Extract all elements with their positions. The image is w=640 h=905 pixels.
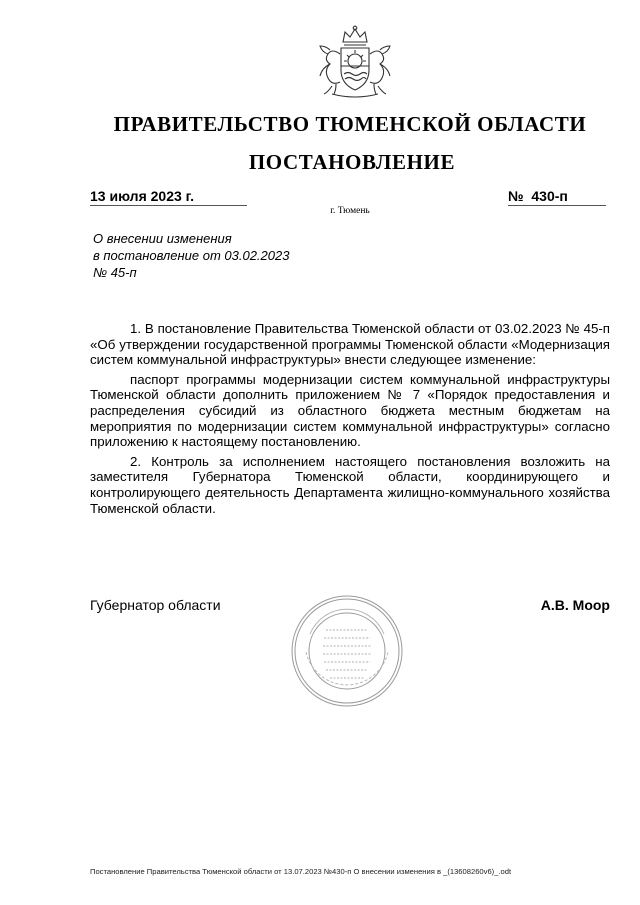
document-number: № 430-п: [508, 188, 606, 206]
city-label: г. Тюмень: [330, 206, 370, 216]
body-paragraph: 2. Контроль за исполнением настоящего постановления возложить на заместителя Губернатора Тюменской области, координирующего и контролирующего деятельность Департамента жилищно-коммунального хозяйства Тюменской области.: [90, 453, 610, 516]
document-body: [90, 321, 610, 520]
government-title: ПРАВИТЕЛЬСТВО ТЮМЕНСКОЙ ОБЛАСТИ: [113, 112, 587, 136]
signature-block: [90, 597, 610, 617]
body-paragraph: 1. В постановление Правительства Тюменской области от 03.02.2023 № 45-п «Об утверждении государственной программы Тюменской области «Модернизация систем коммунальной инфраструктуры» внести следующее изменение:: [90, 321, 610, 368]
signer-name: А.В. Моор: [540, 597, 610, 613]
body-paragraph: паспорт программы модернизации систем коммунальной инфраструктуры Тюменской области дополнить приложением № 7 «Порядок предоставления и распределения субсидий из областного бюджета местным бюджетам на мероприятия по модернизации систем коммунальной инфраструктуры» согласно приложению к настоящему постановлению.: [90, 371, 610, 450]
coat-of-arms-emblem: [314, 24, 396, 100]
subject-line: в постановление от 03.02.2023: [93, 248, 290, 263]
document-date: 13 июля 2023 г.: [90, 188, 247, 206]
subject-line: О внесении изменения: [93, 231, 232, 246]
subject-line: № 45-п: [93, 265, 137, 280]
document-subject: [93, 230, 373, 281]
document-type-heading: ПОСТАНОВЛЕНИЕ: [248, 150, 456, 174]
signer-title: Губернатор области: [90, 597, 221, 613]
document-footer: Постановление Правительства Тюменской области от 13.07.2023 №430-п О внесении изменения в _(13608260v6)_.odt: [90, 867, 512, 876]
